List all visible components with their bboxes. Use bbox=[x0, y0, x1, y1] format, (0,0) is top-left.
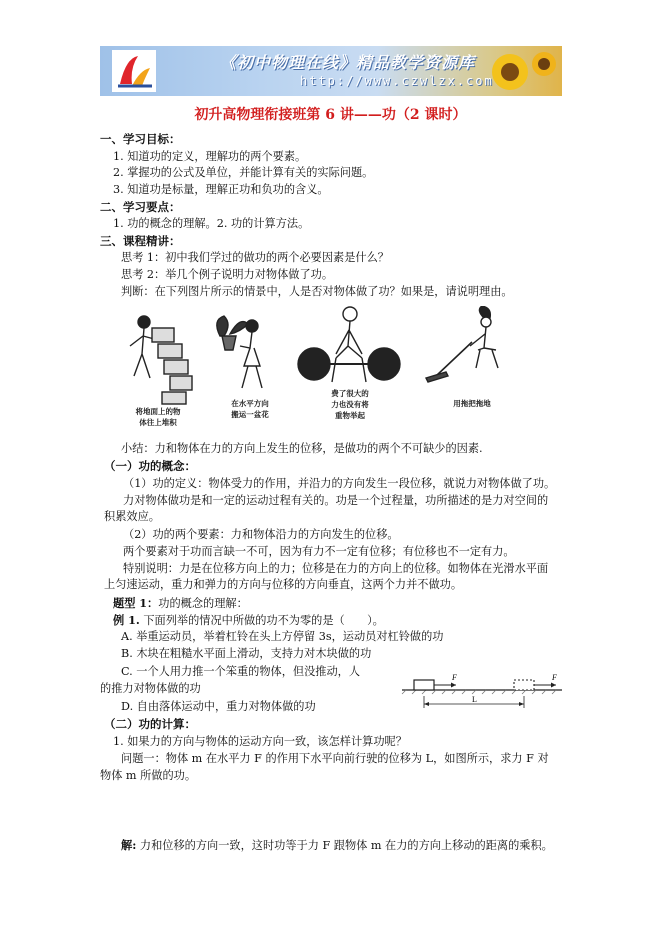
problem-1: 问题一：物体 m 在水平力 F 的作用下水平向前行驶的位移为 L，如图所示，求力 F 对 bbox=[121, 752, 549, 765]
force-displacement-diagram bbox=[400, 668, 565, 714]
stacking-boxes-illustration bbox=[130, 316, 192, 404]
header-banner bbox=[100, 46, 562, 96]
option-d: D. 自由落体运动中，重力对物体做的功 bbox=[121, 700, 316, 713]
mopping-floor-illustration bbox=[426, 306, 498, 382]
distance-label: L bbox=[472, 695, 477, 704]
work-scenarios-figure bbox=[100, 306, 560, 436]
question-type-label: 题型 1： bbox=[113, 596, 159, 610]
calc-heading: （二）功的计算： bbox=[104, 717, 196, 731]
solution-label: 解: bbox=[121, 838, 137, 852]
option-c: C. 一个人用力推一个笨重的物体，但没推动，人 bbox=[121, 665, 361, 678]
site-logo-icon bbox=[112, 50, 156, 92]
lifting-barbell-illustration bbox=[298, 307, 400, 382]
concept-note: 两个要素对于功而言缺一不可，因为有力不一定有位移；有位移也不一定有力。 bbox=[123, 545, 515, 558]
caption-1-line-1: 将地面上的物 bbox=[135, 407, 181, 416]
caption-3-line-2: 力也没有将 bbox=[331, 400, 369, 409]
section-heading-goals: 一、学习目标： bbox=[100, 132, 181, 146]
document-title: 初升高物理衔接班第 6 讲——功（2 课时） bbox=[194, 107, 467, 123]
caption-1-line-2: 体往上堆积 bbox=[139, 418, 177, 427]
summary-text: 小结：力和物体在力的方向上发生的位移，是做功的两个不可缺少的因素. bbox=[121, 442, 483, 455]
concept-special-note-cont: 上匀速运动，重力和弹力的方向与位移的方向垂直，这两个力并不做功。 bbox=[104, 578, 463, 591]
concept-definition: （1）功的定义：物体受力的作用，并沿力的方向发生一段位移，就说力对物体做了功。 bbox=[123, 477, 556, 490]
example-1 bbox=[113, 613, 384, 628]
section-heading-keypoints: 二、学习要点： bbox=[100, 200, 181, 214]
sunflower-icon bbox=[488, 48, 558, 94]
solution bbox=[121, 838, 553, 853]
section-heading-lecture: 三、课程精讲： bbox=[100, 234, 181, 248]
caption-4-line-1: 用拖把拖地 bbox=[453, 399, 491, 408]
caption-3-line-1: 费了很大的 bbox=[331, 389, 369, 398]
goal-item: 1. 知道功的定义，理解功的两个要素。 bbox=[113, 150, 307, 163]
concept-heading: （一）功的概念： bbox=[104, 459, 196, 473]
caption-2-line-2: 搬运一盆花 bbox=[231, 410, 269, 419]
example-text: 下面列举的情况中所做的功不为零的是（ ）。 bbox=[139, 614, 384, 627]
problem-1-cont: 物体 m 所做的功。 bbox=[100, 769, 197, 782]
example-label: 例 1. bbox=[113, 613, 140, 627]
goal-item: 3. 知道功是标量，理解正功和负功的含义。 bbox=[113, 183, 329, 196]
force-label-1: F bbox=[452, 673, 457, 682]
caption-3-line-3: 重物举起 bbox=[335, 411, 365, 420]
caption-2-line-1: 在水平方向 bbox=[231, 399, 269, 408]
solution-text: 力和位移的方向一致，这时功等于力 F 跟物体 m 在力的方向上移动的距离的乘积。 bbox=[136, 839, 553, 852]
option-b: B. 木块在粗糙水平面上滑动，支持力对木块做的功 bbox=[121, 647, 372, 660]
keypoint-item: 1. 功的概念的理解。2. 功的计算方法。 bbox=[113, 217, 310, 230]
carrying-flowerpot-illustration bbox=[217, 316, 262, 388]
option-c-cont: 的推力对物体做的功 bbox=[100, 682, 201, 695]
concept-two-elements: （2）功的两个要素：力和物体沿力的方向发生的位移。 bbox=[123, 528, 399, 541]
force-label-2: F bbox=[552, 673, 557, 682]
calc-question: 1. 如果力的方向与物体的运动方向一致，该怎样计算功呢？ bbox=[113, 735, 407, 748]
question-type-1 bbox=[113, 596, 248, 611]
concept-paragraph-cont: 积累效应。 bbox=[104, 510, 160, 523]
judge-question: 判断：在下列图片所示的情景中，人是否对物体做了功？如果是，请说明理由。 bbox=[121, 285, 513, 298]
think-question-1: 思考 1：初中我们学过的做功的两个必要因素是什么？ bbox=[121, 251, 389, 264]
concept-paragraph: 力对物体做功是和一定的运动过程有关的。功是一个过程量，功所描述的是力对空间的 bbox=[123, 494, 549, 507]
block-end bbox=[514, 680, 534, 690]
concept-special-note: 特别说明：力是在位移方向上的力；位移是在力的方向上的位移。如物体在光滑水平面 bbox=[123, 562, 549, 575]
block-start bbox=[414, 680, 434, 690]
think-question-2: 思考 2：举几个例子说明力对物体做了功。 bbox=[121, 268, 334, 281]
goal-item: 2. 掌握功的公式及单位，并能计算有关的实际问题。 bbox=[113, 166, 374, 179]
option-a: A. 举重运动员，举着杠铃在头上方停留 3s，运动员对杠铃做的功 bbox=[121, 630, 444, 643]
banner-url[interactable]: http://www.czwlzx.com bbox=[300, 74, 494, 88]
question-type-text: 功的概念的理解： bbox=[158, 597, 248, 610]
banner-title: 《初中物理在线》精品教学资源库 bbox=[220, 53, 476, 72]
